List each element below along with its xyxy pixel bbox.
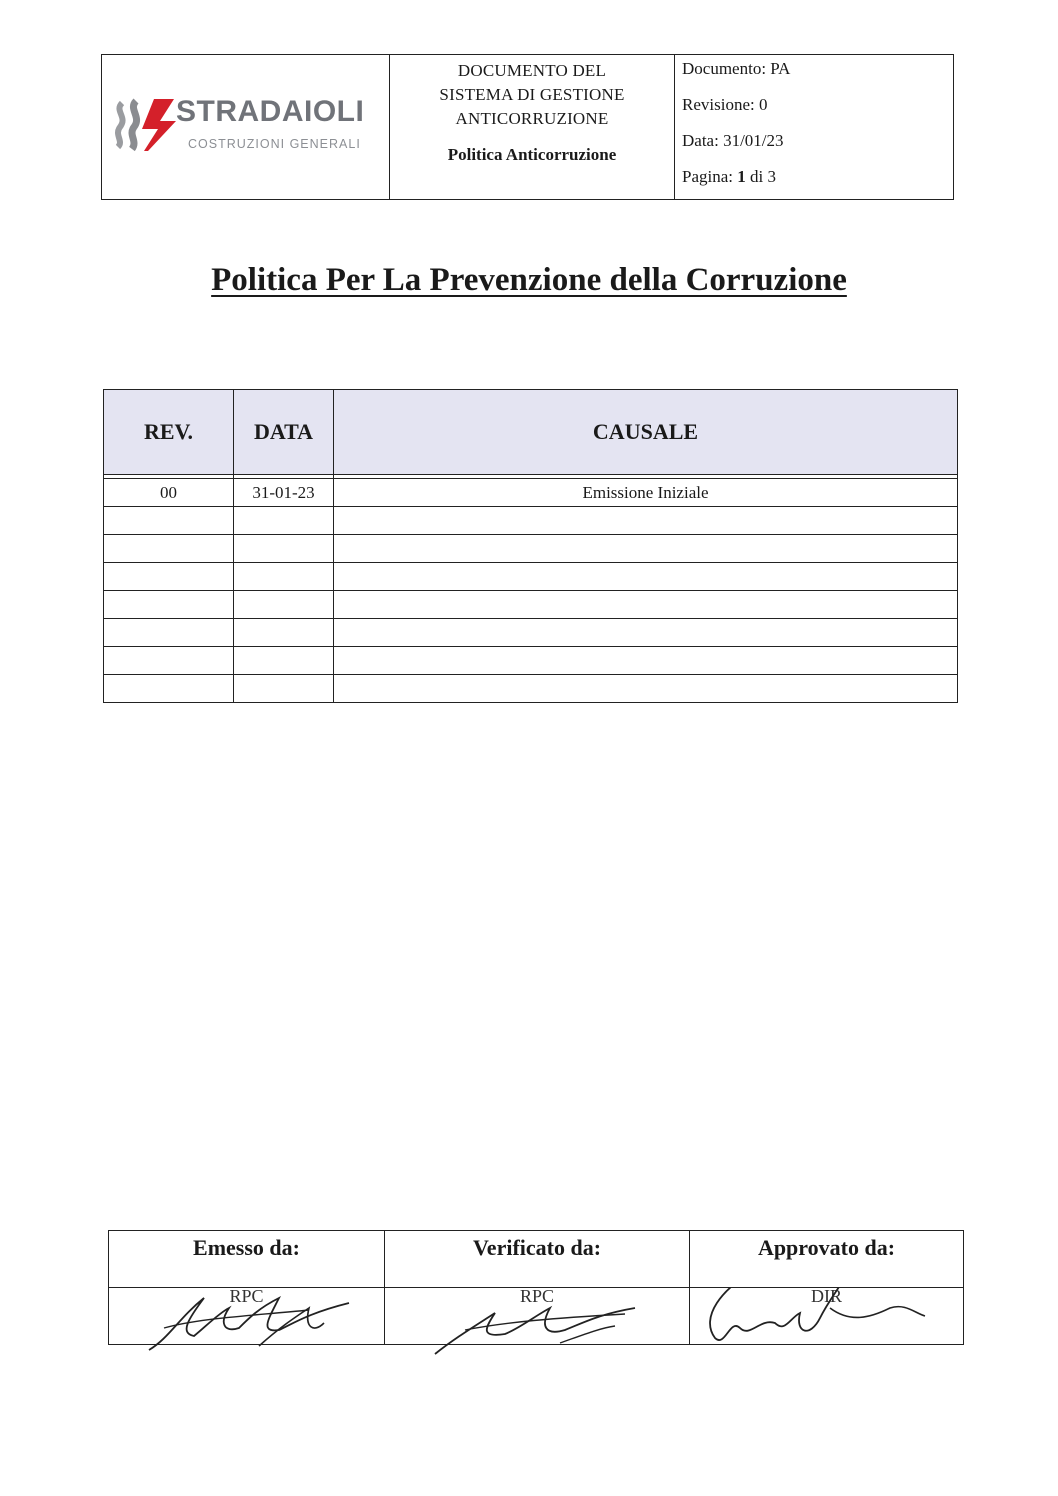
header-system-title: [390, 55, 675, 199]
logo-wordmark: STRADAIOLI: [176, 95, 365, 128]
stradaioli-logo-icon: [114, 97, 176, 153]
table-row: [104, 675, 958, 703]
handwritten-signature-icon: [690, 1288, 964, 1358]
verificato-da-signature-cell: [385, 1288, 690, 1345]
table-row: [104, 507, 958, 535]
logo-tagline: COSTRUZIONI GENERALI: [188, 137, 361, 151]
signer-role: RPC: [519, 1286, 555, 1306]
document-header: [101, 54, 954, 200]
table-row: 00 31-01-23 Emissione Iniziale: [104, 479, 958, 507]
table-row: [104, 563, 958, 591]
document-meta: [675, 55, 953, 199]
handwritten-signature-icon: [385, 1288, 690, 1358]
approvato-da-signature-cell: [690, 1288, 964, 1345]
system-title: DOCUMENTO DEL SISTEMA DI GESTIONE ANTICORRUZIONE: [439, 61, 625, 128]
meta-data: Data: 31/01/23: [682, 131, 784, 150]
header-data: DATA: [234, 390, 334, 475]
revision-table: [103, 389, 958, 703]
emesso-da-header: Emesso da:: [109, 1231, 385, 1288]
approvato-da-header: Approvato da:: [690, 1231, 964, 1288]
meta-revisione: Revisione: 0: [682, 95, 768, 114]
approval-table: [108, 1230, 964, 1345]
table-row: [104, 619, 958, 647]
company-logo: [102, 55, 390, 199]
page-title: Politica Per La Prevenzione della Corruzione: [211, 262, 847, 298]
signer-role: DIR: [811, 1286, 842, 1306]
table-row: [104, 535, 958, 563]
table-row: [104, 591, 958, 619]
meta-documento: Documento: PA: [682, 59, 791, 78]
document-subtitle: Politica Anticorruzione: [447, 145, 617, 164]
table-row: [104, 647, 958, 675]
header-causale: CAUSALE: [334, 390, 958, 475]
header-rev: REV.: [104, 390, 234, 475]
handwritten-signature-icon: [109, 1288, 385, 1358]
signer-role: RPC: [229, 1286, 264, 1306]
verificato-da-header: Verificato da:: [385, 1231, 690, 1288]
meta-pagina: Pagina: 1 di 3: [682, 167, 776, 186]
emesso-da-signature-cell: [109, 1288, 385, 1345]
